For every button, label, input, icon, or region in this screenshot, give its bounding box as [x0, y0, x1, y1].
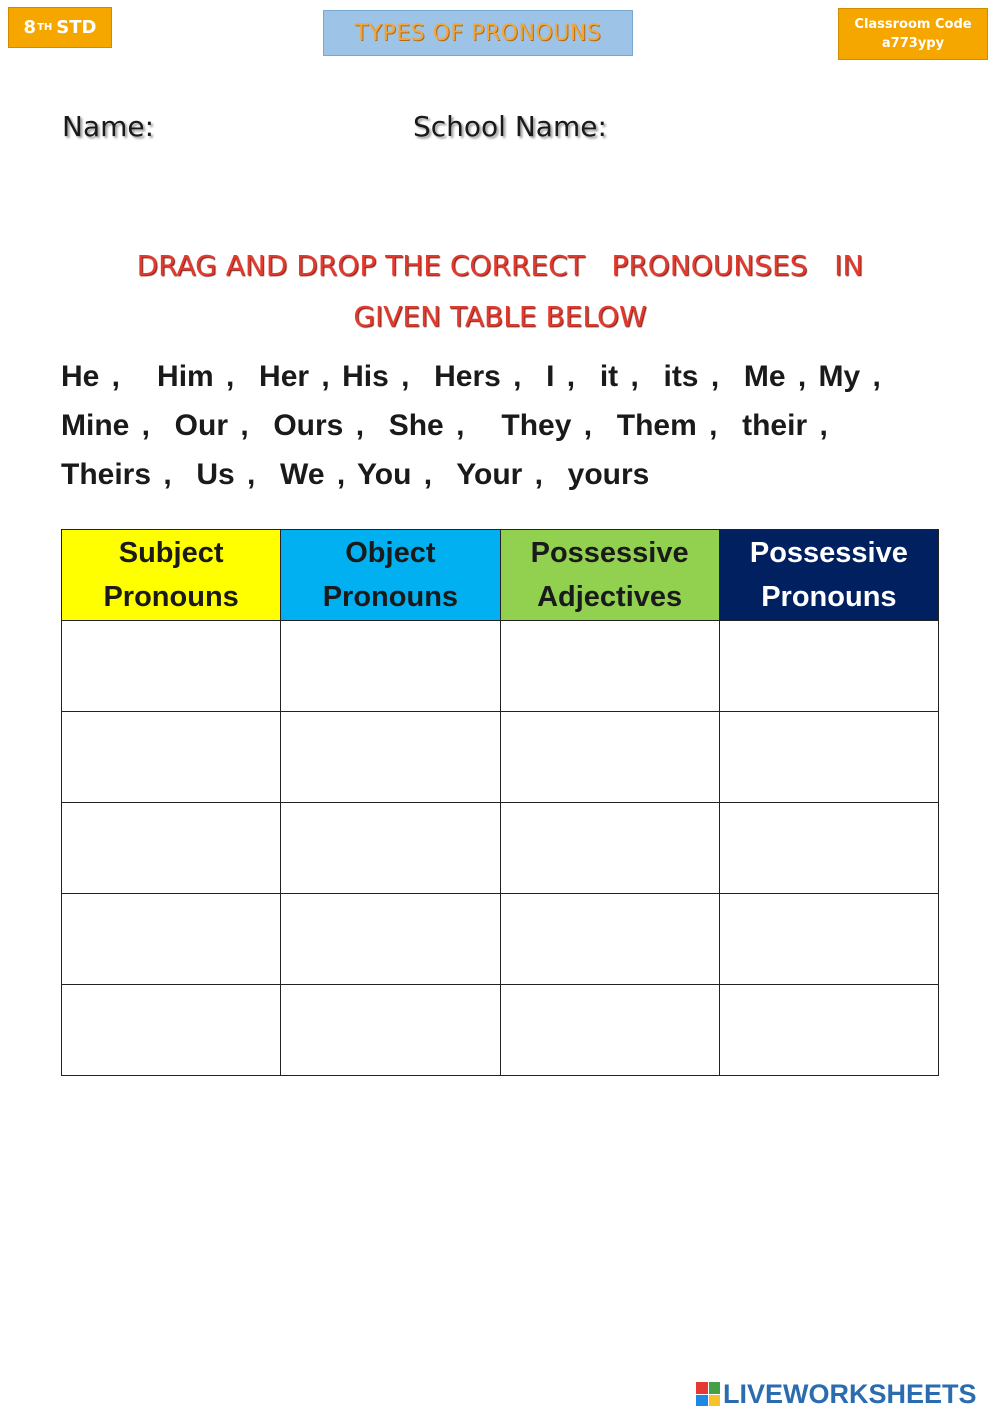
school-name-label: School Name:: [413, 110, 607, 143]
drop-cell[interactable]: [281, 803, 500, 894]
drop-cell[interactable]: [500, 803, 719, 894]
drop-cell[interactable]: [500, 712, 719, 803]
drop-cell[interactable]: [719, 894, 938, 985]
header-line: Adjectives: [537, 581, 683, 613]
liveworksheets-logo-icon: [696, 1382, 720, 1406]
drop-cell[interactable]: [281, 985, 500, 1076]
word-bank-line-1[interactable]: He , Him , Her , His , Hers , I , it , its , Me , My ,: [61, 360, 881, 393]
instruction-line-1: DRAG AND DROP THE CORRECT PRONOUNSES IN: [136, 249, 864, 282]
drop-cell[interactable]: [719, 621, 938, 712]
pronoun-table: [61, 529, 939, 1076]
name-label: Name:: [62, 110, 155, 143]
header-subject-pronouns: [62, 530, 281, 621]
drop-cell[interactable]: [281, 621, 500, 712]
table-row: [62, 985, 939, 1076]
drop-cell[interactable]: [62, 985, 281, 1076]
header-line: Possessive: [749, 537, 908, 569]
drop-cell[interactable]: [62, 621, 281, 712]
header-line: Subject: [118, 537, 224, 569]
header-possessive-adjectives: [500, 530, 719, 621]
pronoun-word-bank: [61, 352, 941, 499]
worksheet-title: [323, 10, 633, 56]
grade-badge: [8, 7, 112, 48]
drop-cell[interactable]: [281, 712, 500, 803]
table-row: [62, 894, 939, 985]
drop-cell[interactable]: [62, 894, 281, 985]
grade-number: 8: [23, 17, 37, 38]
classroom-code-badge: [838, 8, 988, 60]
drop-cell[interactable]: [719, 803, 938, 894]
table-header-row: [62, 530, 939, 621]
header-line: Object: [345, 537, 436, 569]
classroom-code-label: Classroom Code: [854, 17, 972, 32]
grade-suffix: STD: [56, 17, 97, 38]
drop-cell[interactable]: [719, 985, 938, 1076]
drop-cell[interactable]: [281, 894, 500, 985]
header-possessive-pronouns: [719, 530, 938, 621]
instruction-line-2: GIVEN TABLE BELOW: [353, 300, 647, 333]
liveworksheets-logo[interactable]: [696, 1376, 977, 1412]
table-row: [62, 803, 939, 894]
drop-cell[interactable]: [62, 803, 281, 894]
worksheet-title-text: TYPES OF PRONOUNS: [354, 20, 602, 46]
table-row: [62, 621, 939, 712]
instruction-heading: [60, 240, 940, 342]
drop-cell[interactable]: [500, 894, 719, 985]
table-row: [62, 712, 939, 803]
header-object-pronouns: [281, 530, 500, 621]
classroom-code-value: a773ypy: [881, 36, 945, 51]
word-bank-line-2[interactable]: Mine , Our , Ours , She , They , Them , their ,: [61, 409, 828, 442]
header-line: Pronouns: [322, 581, 459, 613]
drop-cell[interactable]: [500, 621, 719, 712]
header-line: Pronouns: [103, 581, 239, 613]
header-line: Possessive: [530, 537, 689, 569]
word-bank-line-3[interactable]: Theirs , Us , We , You , Your , yours: [61, 458, 650, 491]
drop-cell[interactable]: [62, 712, 281, 803]
drop-cell[interactable]: [500, 985, 719, 1076]
liveworksheets-logo-text: LIVEWORKSHEETS: [723, 1378, 977, 1409]
drop-cell[interactable]: [719, 712, 938, 803]
grade-superscript: TH: [37, 22, 53, 33]
header-line: Pronouns: [761, 581, 897, 613]
